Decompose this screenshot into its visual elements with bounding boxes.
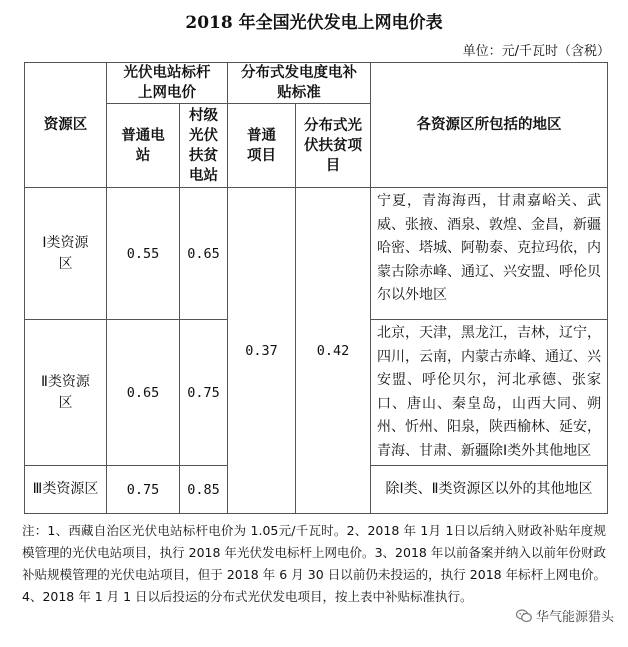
header-village-poverty: 村级光伏扶贫电站	[180, 104, 228, 188]
header-ordinary-station: 普通电站	[107, 104, 180, 188]
header-subsidy-group: 分布式发电度电补贴标准	[228, 63, 371, 104]
watermark-text: 华气能源猎头	[535, 610, 614, 625]
poverty-price-1: 0.65	[180, 188, 228, 320]
header-distributed-poverty: 分布式光伏扶贫项目	[296, 104, 371, 188]
page-title: 2018 年全国光伏发电上网电价表	[185, 13, 443, 33]
header-ordinary-project: 普通项目	[228, 104, 296, 188]
poverty-price-3: 0.85	[180, 466, 228, 514]
poverty-price-2: 0.75	[180, 320, 228, 466]
unit-label: 单位：元/千瓦时（含税）	[462, 44, 610, 59]
watermark	[516, 606, 614, 625]
areas-3: 除Ⅰ类、Ⅱ类资源区以外的其他地区	[371, 466, 608, 514]
footnote: 注：1、西藏自治区光伏电站标杆电价为 1.05元/千瓦时。2、2018 年 1月 1日以后纳入财政补贴年度规模管理的光伏电站项目，执行 2018 年光伏发电标杆上网电价。3、2018 年以前备案并纳入以前年份财政补贴规模管理的光伏电站项目，但于 2018 年 6 月 30 日以前仍未投运的，执行 2018 年标杆上网电价。4、2018 年 1 月 1 日以后投运的分布式光伏发电项目，按上表中补贴标准执行。	[22, 523, 606, 604]
price-table	[24, 62, 608, 514]
ordinary-price-2: 0.65	[107, 320, 180, 466]
region-1: Ⅰ类资源区	[25, 188, 107, 320]
subsidy-poverty: 0.42	[296, 188, 371, 514]
ordinary-price-3: 0.75	[107, 466, 180, 514]
areas-1: 宁夏，青海海西，甘肃嘉峪关、武威、张掖、酒泉、敦煌、金昌，新疆哈密、塔城、阿勒泰、克拉玛依，内蒙古除赤峰、通辽、兴安盟、呼伦贝尔以外地区	[371, 188, 608, 320]
ordinary-price-1: 0.55	[107, 188, 180, 320]
wechat-icon	[516, 609, 532, 623]
header-benchmark-group: 光伏电站标杆上网电价	[107, 63, 228, 104]
subsidy-ordinary: 0.37	[228, 188, 296, 514]
region-3: Ⅲ类资源区	[25, 466, 107, 514]
header-areas: 各资源区所包括的地区	[371, 63, 608, 188]
table-row	[25, 188, 608, 320]
header-region: 资源区	[25, 63, 107, 188]
areas-2: 北京，天津，黑龙江，吉林，辽宁，四川，云南，内蒙古赤峰、通辽、兴安盟、呼伦贝尔，河北承德、张家口、唐山、秦皇岛，山西大同、朔州、忻州、阳泉，陕西榆林、延安，青海、甘肃、新疆除Ⅰ类外其他地区	[371, 320, 608, 466]
region-2: Ⅱ类资源区	[25, 320, 107, 466]
